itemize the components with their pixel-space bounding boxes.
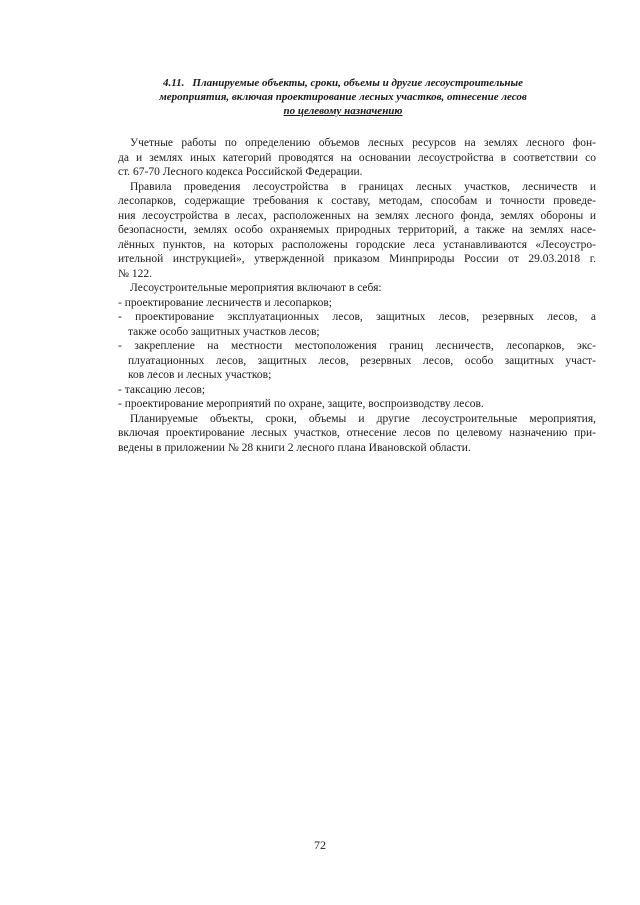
paragraph-appendix-reference	[118, 412, 596, 456]
document-body	[118, 136, 596, 455]
page-number: 72	[314, 838, 326, 852]
heading-line-1	[110, 76, 576, 90]
text-line: - проектирование мероприятий по охране, защите, воспроизводству лесов.	[118, 398, 484, 410]
list-item	[118, 383, 596, 398]
heading-text-1: Планируемые объекты, сроки, объемы и другие лесоустроительные	[192, 77, 523, 89]
text-line: ст. 67-70 Лесного кодекса Российской Федерации.	[118, 166, 363, 178]
text-line: - проектирование лесничеств и лесопарков;	[118, 296, 332, 309]
heading-line-3: по целевому назначению	[283, 105, 403, 117]
text-line: ния лесоустройства в лесах, расположенных на землях лесного фонда, землях обороны и	[118, 209, 596, 222]
text-line: лённых пунктов, на которых расположены городские леса устанавливаются «Лесоустро-	[118, 238, 596, 251]
text-line: включая проектирование лесных участков, отнесение лесов по целевому назначению при-	[118, 427, 596, 439]
list-item	[118, 296, 596, 311]
section-number: 4.11.	[163, 77, 185, 89]
text-line: лесопарков, содержащие требования к составу, методам, способам и точности проведе-	[118, 195, 596, 207]
paragraph-list-intro	[118, 281, 596, 296]
text-line: также особо защитных участков лесов;	[128, 325, 320, 338]
paragraph-rules	[118, 180, 596, 282]
text-line: плуатационных лесов, защитных лесов, резервных лесов, особо защитных участ-	[128, 354, 596, 367]
paragraph-accounting	[118, 136, 596, 180]
text-line: Планируемые объекты, сроки, объемы и другие лесоустроительные мероприятия,	[130, 412, 596, 425]
section-heading	[110, 76, 576, 118]
text-line: № 122.	[118, 267, 152, 280]
list-item	[118, 310, 596, 339]
text-line: - проектирование эксплуатационных лесов, защитных лесов, резервных лесов, а	[118, 311, 596, 323]
text-line: ительной инструкцией», утвержденной приказом Минприроды России от 29.03.2018 г.	[118, 253, 596, 265]
text-line: Лесоустроительные мероприятия включают в себя:	[130, 282, 382, 294]
text-line: ков лесов и лесных участков;	[128, 369, 272, 381]
heading-line-2: мероприятия, включая проектирование лесных участков, отнесение лесов	[159, 91, 527, 103]
text-line: Учетные работы по определению объемов лесных ресурсов на землях лесного фон-	[130, 137, 596, 149]
list-item	[118, 339, 596, 383]
text-line: - закрепление на местности местоположения границ лесничеств, лесопарков, экс-	[118, 340, 596, 352]
text-line: безопасности, землях особо охраняемых природных территорий, а также на землях насе-	[118, 224, 596, 236]
text-line: ведены в приложении № 28 книги 2 лесного плана Ивановской области.	[118, 441, 471, 454]
list-item	[118, 397, 596, 412]
text-line: Правила проведения лесоустройства в границах лесных участков, лесничеств и	[130, 180, 596, 193]
text-line: да и землях иных категорий проводятся на основании лесоустройства в соответствии со	[118, 151, 596, 164]
text-line: - таксацию лесов;	[118, 383, 206, 396]
